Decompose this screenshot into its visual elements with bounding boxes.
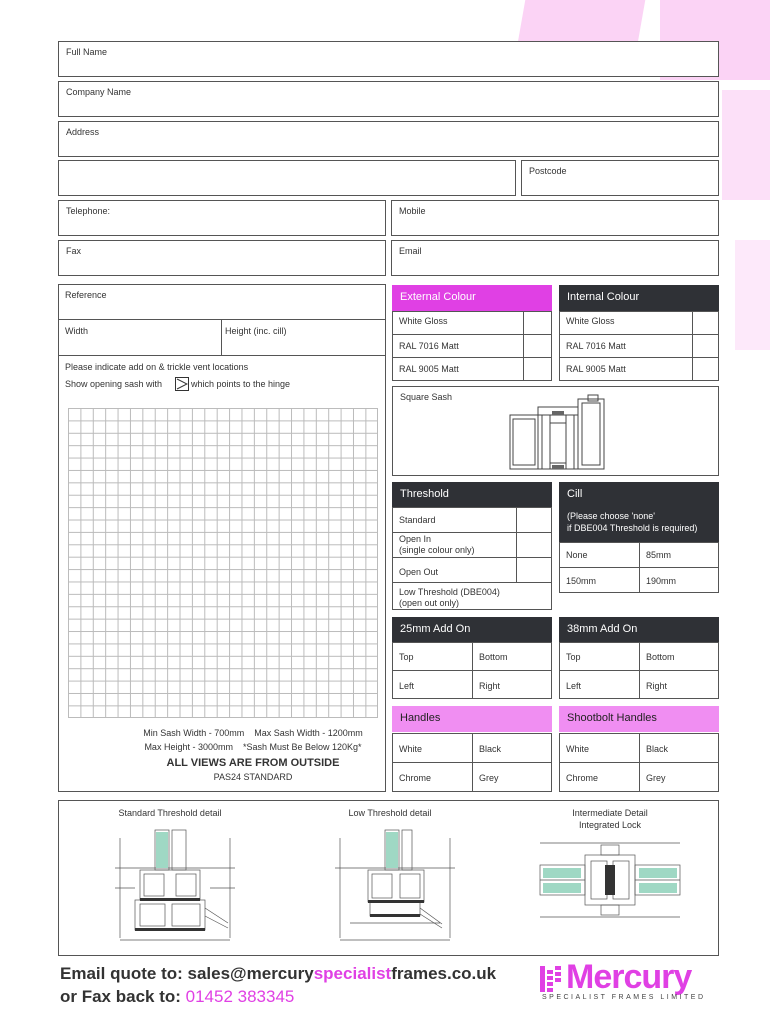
fax-back-line [60,987,294,1007]
mobile-field[interactable] [391,200,719,236]
reference-field[interactable] [58,284,386,320]
fax-number[interactable]: 01452 383345 [185,987,295,1006]
handles-white[interactable]: White [392,733,473,763]
width-label: Width [65,326,89,336]
telephone-label: Telephone: [66,206,111,216]
shootbolt-grey[interactable]: Grey [639,762,719,792]
external-colour-7016-checkbox[interactable] [523,334,552,358]
company-name-label: Company Name [66,87,132,97]
square-sash-profile-drawing [508,393,608,473]
external-colour-header: External Colour [392,285,552,311]
addon-25-bottom[interactable]: Bottom [472,642,552,671]
low-threshold-caption: Low Threshold detail [348,808,432,818]
threshold-open-out-checkbox[interactable] [516,557,552,583]
cill-85mm[interactable]: 85mm [639,542,719,568]
email-address-part-1[interactable]: sales@mercury [187,964,314,983]
standard-threshold-caption: Standard Threshold detail [118,808,222,818]
address-line-2-field[interactable] [58,160,516,196]
internal-colour-white-checkbox[interactable] [692,311,719,335]
internal-colour-white: White Gloss [559,311,693,335]
sash-note-start: Show opening sash with [65,379,163,389]
internal-colour-9005-checkbox[interactable] [692,357,719,381]
sash-height-note: Max Height - 3000mm *Sash Must Be Below 120Kg* [144,742,362,752]
addon-38-header: 38mm Add On [559,617,719,643]
threshold-standard-checkbox[interactable] [516,507,552,533]
fax-label: Fax [66,246,82,256]
height-label: Height (inc. cill) [225,326,287,336]
fax-back-prefix: or Fax back to: [60,987,186,1006]
height-field[interactable] [222,320,386,356]
addon-25-left[interactable]: Left [392,670,473,699]
handles-chrome[interactable]: Chrome [392,762,473,792]
fax-field[interactable] [58,240,386,276]
addon-38-bottom[interactable]: Bottom [639,642,719,671]
threshold-header: Threshold [392,482,552,508]
threshold-open-in: Open In (single colour only) [392,532,517,558]
addon-38-right[interactable]: Right [639,670,719,699]
cill-150mm[interactable]: 150mm [559,567,640,593]
views-note: ALL VIEWS ARE FROM OUTSIDE [166,757,340,769]
low-threshold-drawing [330,828,460,948]
mercury-logo [540,958,720,1002]
addon-25-header: 25mm Add On [392,617,552,643]
email-address-part-2[interactable]: specialist [313,964,392,983]
shootbolt-chrome[interactable]: Chrome [559,762,640,792]
email-address-part-3[interactable]: frames.co.uk [391,964,497,983]
full-name-label: Full Name [66,47,108,57]
shootbolt-header: Shootbolt Handles [559,706,719,732]
email-label: Email [399,246,422,256]
full-name-field[interactable] [58,41,719,77]
cill-none[interactable]: None [559,542,640,568]
email-quote-prefix: Email quote to: [60,964,188,983]
postcode-label: Postcode [529,166,567,176]
company-name-field[interactable] [58,81,719,117]
telephone-field[interactable] [58,200,386,236]
sash-width-note: Min Sash Width - 700mm Max Sash Width - 1200mm [143,728,363,738]
internal-colour-9005: RAL 9005 Matt [559,357,693,381]
external-colour-white: White Gloss [392,311,524,335]
external-colour-9005: RAL 9005 Matt [392,357,524,381]
handles-black[interactable]: Black [472,733,552,763]
mobile-label: Mobile [399,206,426,216]
decor-panel-3 [722,90,770,200]
shootbolt-white[interactable]: White [559,733,640,763]
sash-note-end: which points to the hinge [191,379,291,389]
pas24-note: PAS24 STANDARD [213,772,293,782]
integrated-lock-caption: Integrated Lock [578,820,642,830]
cill-header [559,482,719,542]
handles-grey[interactable]: Grey [472,762,552,792]
mercury-logo-name: Mercury [566,958,692,996]
address-label: Address [66,127,100,137]
sash-arrow-icon [175,377,189,391]
standard-threshold-drawing [110,828,240,948]
decor-panel-4 [735,240,770,350]
square-sash-panel [392,386,719,476]
postcode-field[interactable] [521,160,719,196]
sketch-grid[interactable] [68,408,378,718]
email-field[interactable] [391,240,719,276]
square-sash-label: Square Sash [400,392,453,402]
intermediate-caption: Intermediate Detail [572,808,648,818]
threshold-open-in-checkbox[interactable] [516,532,552,558]
cill-note: (Please choose 'none' if DBE004 Threshold is required) [567,511,698,533]
threshold-low: Low Threshold (DBE004) (open out only) [392,582,552,610]
internal-colour-header: Internal Colour [559,285,719,311]
addon-25-right[interactable]: Right [472,670,552,699]
trickle-vent-note: Please indicate add on & trickle vent locations [65,362,249,372]
addon-25-top[interactable]: Top [392,642,473,671]
handles-header: Handles [392,706,552,732]
addon-38-left[interactable]: Left [559,670,640,699]
internal-colour-7016: RAL 7016 Matt [559,334,693,358]
email-quote-line [60,964,496,984]
mercury-logo-mark-icon [540,964,568,994]
external-colour-7016: RAL 7016 Matt [392,334,524,358]
mercury-logo-tagline: SPECIALIST FRAMES LIMITED [542,994,706,1001]
shootbolt-black[interactable]: Black [639,733,719,763]
external-colour-white-checkbox[interactable] [523,311,552,335]
cill-title: Cill [567,488,583,500]
reference-label: Reference [65,290,107,300]
address-field[interactable] [58,121,719,157]
addon-38-top[interactable]: Top [559,642,640,671]
threshold-standard: Standard [392,507,517,533]
internal-colour-7016-checkbox[interactable] [692,334,719,358]
threshold-open-out: Open Out [392,557,517,583]
external-colour-9005-checkbox[interactable] [523,357,552,381]
intermediate-detail-drawing [535,835,685,925]
cill-190mm[interactable]: 190mm [639,567,719,593]
width-field[interactable] [58,320,222,356]
